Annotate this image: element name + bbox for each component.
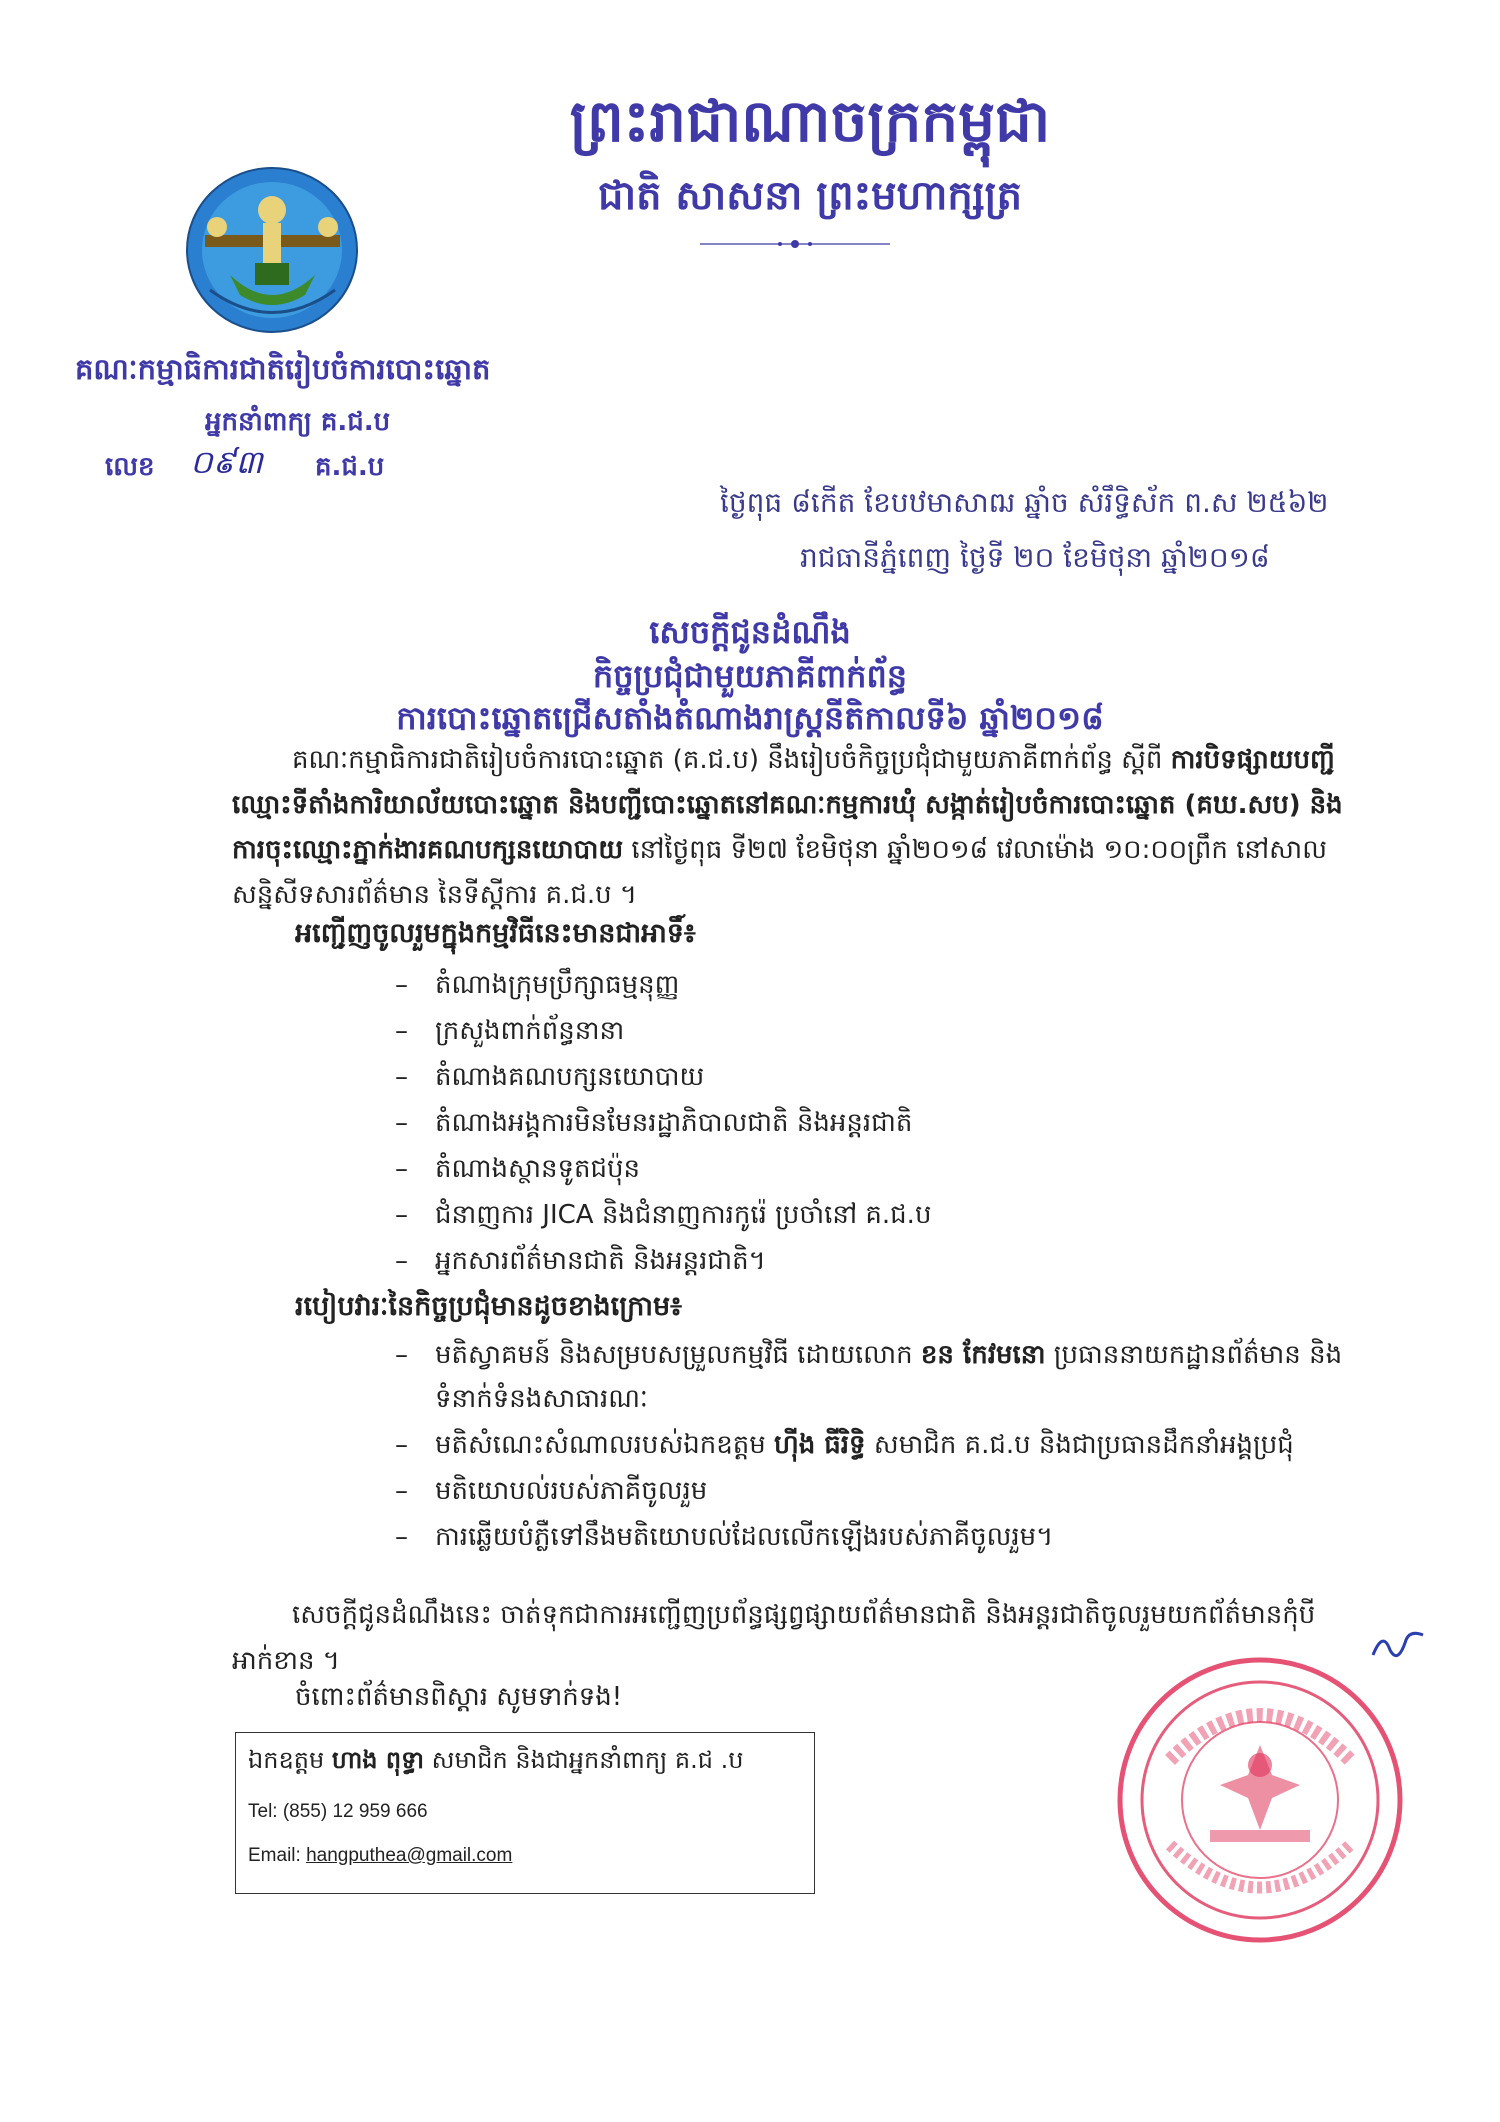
invitee-text: តំណាងអង្គការមិនមែនរដ្ឋាភិបាលជាតិ និងអន្តរជាតិ bbox=[435, 1108, 913, 1138]
agenda-text: ការឆ្លើយបំភ្លឺទៅនឹងមតិយោបល់ដែលលើកឡើងរបស់ភាគីចូលរួម។ bbox=[435, 1522, 1054, 1552]
committee-name: គណៈកម្មាធិការជាតិរៀបចំការបោះឆ្នោត bbox=[75, 352, 491, 386]
contact-honorific: ឯកឧត្តម bbox=[248, 1746, 332, 1774]
list-item: – ការឆ្លើយបំភ្លឺទៅនឹងមតិយោបល់ដែលលើកឡើងរបស់ភាគីចូលរួម។ bbox=[395, 1522, 1054, 1552]
agenda-list bbox=[395, 1333, 1355, 1561]
list-item: – មតិស្វាគមន៍ និងសម្របសម្រួលកម្មវិធី ដោយលោក ខន កែវមនោ ប្រធាននាយកដ្ឋានព័ត៌មាន និងទំនាក់ទំនងសាធារណៈ bbox=[395, 1340, 1343, 1414]
list-item: – ក្រសួងពាក់ព័ន្ធនានា bbox=[395, 1016, 625, 1046]
agenda-text: សមាជិក គ.ជ.ប និងជាប្រធានដឹកនាំអង្គប្រជុំ bbox=[865, 1430, 1294, 1460]
reference-suffix: គ.ជ.ប bbox=[315, 452, 385, 482]
list-item: – តំណាងស្ថានទូតជប៉ុន bbox=[395, 1154, 641, 1184]
solar-date: រាជធានីភ្នំពេញ ថ្ងៃទី ២០ ខែមិថុនា ឆ្នាំ២០១៨ bbox=[800, 541, 1270, 574]
ornament-divider bbox=[700, 238, 890, 250]
agenda-person: ខន កែវមនោ bbox=[920, 1340, 1046, 1370]
contact-phone: Tel: (855) 12 959 666 bbox=[248, 1801, 428, 1822]
invitee-text: តំណាងគណបក្សនយោបាយ bbox=[435, 1062, 705, 1092]
contact-box bbox=[235, 1732, 815, 1894]
intro-text-bold: ការបិទផ្សាយបញ្ជីឈ្មោះទីតាំងការិយាល័យបោះឆ្នោត និងបញ្ជីបោះឆ្នោតនៅគណៈកម្មការឃុំ សង្កាត់រៀបចំការបោះឆ្នោត (គឃ.សប) និងការចុះឈ្មោះភ្នាក់ងារគណបក្សនយោបាយ bbox=[232, 745, 1343, 865]
document-subtitle-1: កិច្ចប្រជុំជាមួយភាគីពាក់ព័ន្ធ bbox=[592, 657, 908, 695]
agenda-text: មតិសំណេះសំណាលរបស់ឯកឧត្តម bbox=[435, 1430, 774, 1460]
email-link[interactable]: hangputhea@gmail.com bbox=[306, 1845, 513, 1866]
list-item: – អ្នកសារព័ត៌មានជាតិ និងអន្តរជាតិ។ bbox=[395, 1246, 766, 1276]
contact-person: ហាង ពុទ្ធា bbox=[331, 1746, 424, 1774]
agenda-text: មតិយោបល់របស់ភាគីចូលរួម bbox=[435, 1476, 708, 1506]
closing-text: សេចក្តីជូនដំណឹងនេះ ចាត់ទុកជាការអញ្ជើញប្រព័ន្ធផ្សព្វផ្សាយព័ត៌មានជាតិ និងអន្តរជាតិចូលរួមយកព័ត៌មានកុំបីអាក់ខាន ។ bbox=[232, 1600, 1316, 1676]
agenda-heading: របៀបវារៈនៃកិច្ចប្រជុំមានដូចខាងក្រោម៖ bbox=[295, 1291, 683, 1322]
spokesperson-title: អ្នកនាំពាក្យ គ.ជ.ប bbox=[205, 407, 391, 437]
contact-role: សមាជិក និងជាអ្នកនាំពាក្យ គ.ជ .ប bbox=[423, 1746, 744, 1774]
intro-text-1: គណៈកម្មាធិការជាតិរៀបចំការបោះឆ្នោត (គ.ជ.ប) នឹងរៀបចំកិច្ចប្រជុំជាមួយភាគីពាក់ព័ន្ធ ស្តីពី bbox=[292, 745, 1171, 775]
list-item: – មតិសំណេះសំណាលរបស់ឯកឧត្តម ហ៊ីង ធីរិទ្ធិ សមាជិក គ.ជ.ប និងជាប្រធានដឹកនាំអង្គប្រជុំ bbox=[395, 1430, 1294, 1460]
invitee-text: អ្នកសារព័ត៌មានជាតិ និងអន្តរជាតិ។ bbox=[435, 1246, 766, 1276]
agenda-text: ប្រធាននាយកដ្ឋានព័ត៌មាន និងទំនាក់ទំនងសាធារណៈ bbox=[435, 1340, 1343, 1414]
contact-name bbox=[248, 1745, 744, 1780]
invitee-text: ក្រសួងពាក់ព័ន្ធនានា bbox=[435, 1016, 625, 1046]
invitees-heading: អញ្ជើញចូលរួមក្នុងកម្មវិធីនេះមានជាអាទិ៍៖ bbox=[295, 918, 696, 949]
signature-mark bbox=[1368, 1625, 1428, 1665]
intro-paragraph bbox=[232, 738, 1367, 918]
kingdom-title: ព្រះរាជាណាចក្រកម្ពុជា bbox=[569, 87, 1051, 155]
national-motto: ជាតិ សាសនា ព្រះមហាក្សត្រ bbox=[598, 172, 1022, 219]
document-subtitle-2: ការបោះឆ្នោតជ្រើសតាំងតំណាងរាស្ត្រនីតិកាលទី៦ ឆ្នាំ២០១៨ bbox=[396, 699, 1104, 737]
invitee-text: ជំនាញការ JICA និងជំនាញការកូរ៉េ ប្រចាំនៅ គ.ជ.ប bbox=[435, 1200, 932, 1230]
invitees-list bbox=[395, 962, 1355, 1284]
list-item: – តំណាងគណបក្សនយោបាយ bbox=[395, 1062, 705, 1092]
intro-text-2: នៅថ្ងៃពុធ ទី២៧ ខែមិថុនា ឆ្នាំ២០១៨ វេលាម៉ោង ១០:០០ព្រឹក នៅសាលសន្និសីទសារព័ត៌មាន នៃទីស្តីការ គ.ជ.ប ។ bbox=[232, 835, 1327, 910]
agenda-text: មតិស្វាគមន៍ និងសម្របសម្រួលកម្មវិធី ដោយលោក bbox=[435, 1340, 921, 1370]
nec-logo bbox=[185, 165, 360, 335]
agenda-person: ហ៊ីង ធីរិទ្ធិ bbox=[773, 1430, 866, 1460]
list-item: – តំណាងក្រុមប្រឹក្សាធម្មនុញ្ញ bbox=[395, 970, 680, 1000]
regards-line: ចំពោះព័ត៌មានពិស្តារ សូមទាក់ទង! bbox=[295, 1682, 623, 1712]
invitee-text: តំណាងក្រុមប្រឹក្សាធម្មនុញ្ញ bbox=[435, 970, 680, 1000]
invitee-text: តំណាងស្ថានទូតជប៉ុន bbox=[435, 1154, 641, 1184]
document-title: សេចក្តីជូនដំណឹង bbox=[649, 613, 851, 651]
email-label: Email: bbox=[248, 1845, 307, 1866]
contact-email-row bbox=[248, 1845, 512, 1867]
reference-number: ០៩៣ bbox=[190, 443, 263, 481]
lunar-date: ថ្ងៃពុធ ៨កើត ខែបឋមាសាឍ ឆ្នាំច សំរឹទ្ធិស័ក ព.ស ២៥៦២ bbox=[720, 486, 1329, 519]
list-item: – ជំនាញការ JICA និងជំនាញការកូរ៉េ ប្រចាំនៅ គ.ជ.ប bbox=[395, 1200, 932, 1230]
list-item: – តំណាងអង្គការមិនមែនរដ្ឋាភិបាលជាតិ និងអន្តរជាតិ bbox=[395, 1108, 913, 1138]
list-item: – មតិយោបល់របស់ភាគីចូលរួម bbox=[395, 1476, 708, 1506]
reference-label: លេខ bbox=[105, 452, 155, 482]
official-seal bbox=[1110, 1650, 1410, 1950]
